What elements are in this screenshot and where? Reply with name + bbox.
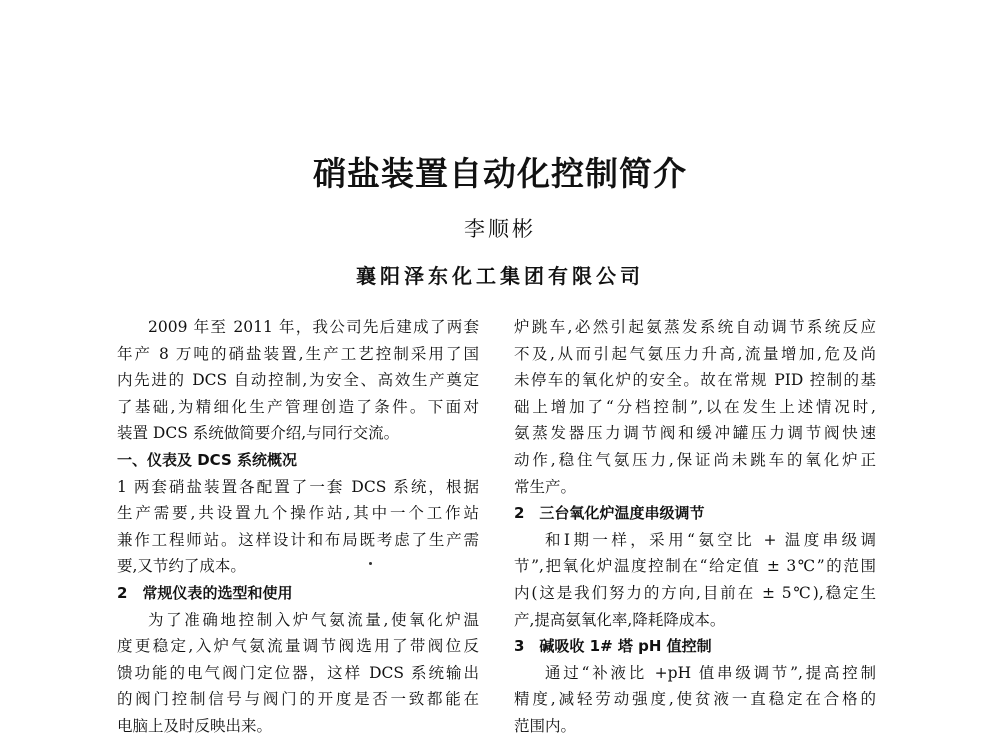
text-line: 2009 年至 2011 年，我公司先后建成了两套 (148, 318, 479, 336)
text-line: 炉跳车,必然引起氨蒸发系统自动调节系统反应 (514, 318, 876, 336)
text-line: 础上增加了“分档控制”,以在发生上述情况时, (514, 397, 876, 416)
text-line: 内(这是我们努力的方向,目前在 ± 5℃),稳定生 (514, 583, 876, 602)
text-line: 要,又节约了成本。 (117, 557, 246, 576)
author-name: 李顺彬 (464, 217, 536, 241)
text-line: 1 两套硝盐装置各配置了一套 DCS 系统，根据 (117, 477, 479, 496)
section-heading: 3 碱吸收 1# 塔 pH 值控制 (514, 637, 712, 656)
section-heading: 2 常规仪表的选型和使用 (117, 583, 293, 602)
section-heading: 一、仪表及 DCS 系统概况 (117, 450, 297, 469)
text-line: 动作,稳住气氨压力,保证尚未跳车的氧化炉正 (514, 450, 876, 469)
text-line: 为了准确地控制入炉气氨流量,使氧化炉温 (148, 610, 479, 629)
text-line: 兼作工程师站。这样设计和布局既考虑了生产需 (117, 530, 479, 549)
text-line: 生产需要,共设置九个操作站,其中一个工作站 (117, 504, 479, 523)
text-line: 馈功能的电气阀门定位器，这样 DCS 系统输出 (117, 663, 479, 682)
text-line: 年产 8 万吨的硝盐装置,生产工艺控制采用了国 (117, 344, 479, 363)
scan-speck (369, 562, 372, 565)
text-line: 了基础,为精细化生产管理创造了条件。下面对 (117, 397, 479, 416)
text-line: 范围内。 (514, 716, 577, 735)
text-line: 精度,减轻劳动强度,使贫液一直稳定在合格的 (514, 690, 876, 709)
section-heading: 2 三台氧化炉温度串级调节 (514, 504, 705, 523)
text-line: 未停车的氧化炉的安全。故在常规 PID 控制的基 (514, 371, 876, 390)
right-column (514, 314, 876, 740)
text-line: 和Ⅰ期一样，采用“氨空比 + 温度串级调 (545, 530, 876, 549)
author-affiliation: 襄阳泽东化工集团有限公司 (356, 264, 644, 288)
text-line: 通过“补液比 +pH 值串级调节”,提高控制 (545, 663, 876, 682)
text-line: 电脑上及时反映出来。 (117, 716, 273, 735)
article-title: 硝盐装置自动化控制简介 (313, 154, 687, 193)
text-line: 节”,把氧化炉温度控制在“给定值 ± 3℃”的范围 (514, 557, 876, 576)
text-line: 产,提高氨氧化率,降耗降成本。 (514, 610, 726, 629)
text-line: 内先进的 DCS 自动控制,为安全、高效生产奠定 (117, 371, 479, 390)
left-column (117, 314, 479, 740)
text-line: 常生产。 (514, 477, 577, 496)
text-line: 度更稳定,入炉气氨流量调节阀选用了带阀位反 (117, 637, 479, 656)
text-line: 的阀门控制信号与阀门的开度是否一致都能在 (117, 690, 479, 709)
text-line: 氨蒸发器压力调节阀和缓冲罐压力调节阀快速 (514, 424, 876, 443)
text-line: 装置 DCS 系统做简要介绍,与同行交流。 (117, 424, 400, 443)
text-line: 不及,从而引起气氨压力升高,流量增加,危及尚 (514, 344, 876, 363)
